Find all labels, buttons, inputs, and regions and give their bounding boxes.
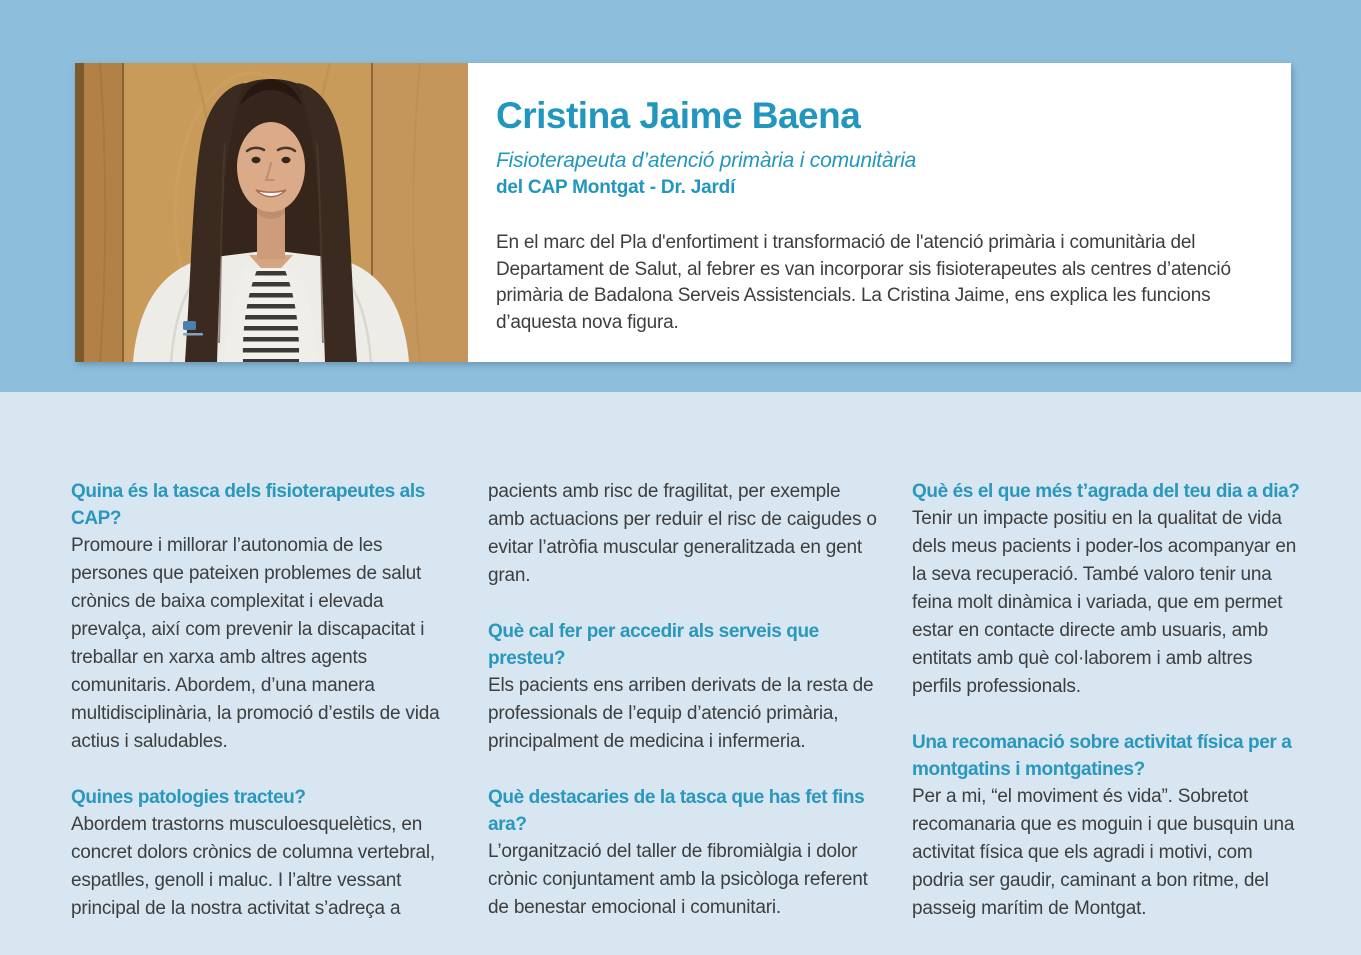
question-heading: Quina és la tasca dels fisioterapeutes als CAP? xyxy=(71,481,425,529)
profile-info-panel xyxy=(468,63,1291,362)
qa-block xyxy=(488,784,879,922)
qa-block xyxy=(71,784,458,923)
qa-column-3 xyxy=(912,478,1304,923)
qa-block xyxy=(488,478,879,590)
question-heading: Què és el que més t’agrada del teu dia a dia? xyxy=(912,481,1300,502)
intro-paragraph: En el marc del Pla d'enfortiment i transformació de l'atenció primària i comunitària del Departament de Salut, al febrer es van incorporar sis fisioterapeutes als centres d’atenció primària de Badalona Serveis Assistencials. La Cristina Jaime, ens explica les funcions d’aquesta nova figura. xyxy=(496,232,1231,333)
qa-column-2 xyxy=(488,478,879,922)
qa-column-1 xyxy=(71,478,458,923)
answer-continuation-text: pacients amb risc de fragilitat, per exemple amb actuacions per reduir el risc de caigudes o evitar l’atròfia muscular generalitzada en gent gran. xyxy=(488,481,877,586)
qa-block xyxy=(488,618,879,756)
qa-block xyxy=(912,729,1304,923)
question-heading: Quines patologies tracteu? xyxy=(71,787,306,808)
qa-block xyxy=(912,478,1304,701)
answer-text: Promoure i millorar l’autonomia de les persones que pateixen problemes de salut crònics de baixa complexitat i elevada prevalça, així com prevenir la discapacitat i treballar en xarxa amb altres agents comunitaris. Abordem, d’una manera multidisciplinària, la promoció d’estils de vida actius i saludables. xyxy=(71,535,440,752)
profile-card xyxy=(75,63,1291,362)
question-heading: Què destacaries de la tasca que has fet fins ara? xyxy=(488,787,865,835)
answer-text: L’organització del taller de fibromiàlgia i dolor crònic conjuntament amb la psicòloga referent de benestar emocional i comunitari. xyxy=(488,841,868,918)
answer-text: Tenir un impacte positiu en la qualitat de vida dels meus pacients i poder-los acompanyar en la seva recuperació. També valoro tenir una feina molt dinàmica i variada, que em permet estar en contacte directe amb usuaris, amb entitats amb què col·laborem i amb altres perfils professionals. xyxy=(912,508,1297,697)
answer-text: Abordem trastorns musculoesquelètics, en concret dolors crònics de columna vertebral, espatlles, genoll i maluc. I l’altre vessant principal de la nostra activitat s’adreça a xyxy=(71,814,435,919)
question-heading: Una recomanació sobre activitat física per a montgatins i montgatines? xyxy=(912,732,1292,780)
answer-text: Els pacients ens arriben derivats de la resta de professionals de l’equip d’atenció primària, principalment de medicina i infermeria. xyxy=(488,675,874,752)
person-role: Fisioterapeuta d’atenció primària i comunitària xyxy=(496,148,917,172)
person-workplace: del CAP Montgat - Dr. Jardí xyxy=(496,177,736,199)
question-heading: Què cal fer per accedir als serveis que presteu? xyxy=(488,621,819,669)
qa-block xyxy=(71,478,458,756)
portrait-photo xyxy=(75,63,468,362)
answer-text: Per a mi, “el moviment és vida”. Sobretot recomanaria que es moguin i que busquin una activitat física que els agradi i motivi, com podria ser gaudir, caminant a bon ritme, del passeig marítim de Montgat. xyxy=(912,786,1295,919)
person-name: Cristina Jaime Baena xyxy=(496,95,861,136)
